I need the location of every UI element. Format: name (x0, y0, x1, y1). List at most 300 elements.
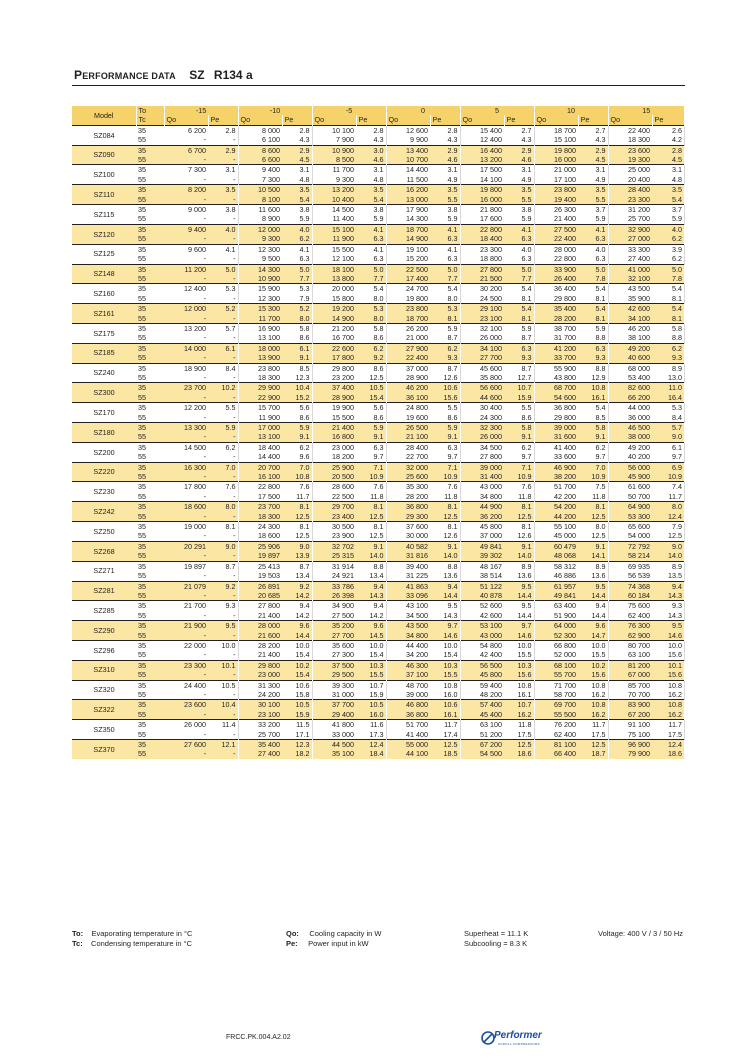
qo-cell: 22 900 (238, 393, 282, 403)
qo-cell: 38 514 (480, 571, 503, 581)
pe-cell: 14.6 (652, 631, 684, 641)
model-cell: SZ271 (72, 561, 136, 581)
qo-cell: 26 200 (386, 323, 430, 333)
qo-cell: 15 100 (312, 224, 356, 234)
pe-cell: 9.1 (578, 432, 608, 442)
qo-cell: 27 800 (480, 452, 503, 462)
pe-cell: 14.4 (578, 591, 608, 601)
pe-cell: 3.1 (652, 165, 684, 175)
qo-cell: 67 200 (460, 740, 504, 750)
title-refrigerant: R134 a (213, 68, 253, 82)
pe-cell: 8.1 (652, 294, 684, 304)
pe-cell: 13.4 (282, 571, 312, 581)
pe-cell: 18.6 (504, 749, 534, 758)
qo-cell: 19 100 (386, 244, 430, 254)
qo-cell: 13 200 (312, 185, 356, 195)
qo-cell: 19 503 (258, 571, 281, 581)
qo-cell: 31 400 (460, 472, 504, 482)
qo-cell: 25 700 (258, 729, 281, 739)
qo-cell: 20 500 (312, 472, 356, 482)
qo-cell: 25 700 (628, 214, 651, 224)
qo-cell: 29 800 (554, 412, 577, 422)
tc-cell: 35 (136, 522, 164, 532)
table-row (72, 165, 685, 175)
pe-cell: 4.5 (652, 155, 684, 165)
qo-cell: 60 184 (608, 591, 652, 601)
qo-cell: 41 800 (312, 720, 356, 730)
pe-cell: 4.9 (578, 175, 608, 185)
qo-cell: 24 400 (164, 680, 208, 690)
qo-cell: 11 400 (332, 214, 355, 224)
qo-cell: 26 300 (534, 205, 578, 215)
qo-cell: 33 600 (554, 452, 577, 462)
qo-cell: 20 000 (312, 284, 356, 294)
pe-cell: 8.1 (652, 314, 684, 324)
pe-cell: 9.3 (652, 601, 684, 611)
pe-cell: 9.5 (430, 601, 460, 611)
qo-cell: 21 500 (460, 274, 504, 284)
qo-cell: 22 400 (386, 353, 430, 363)
qo-cell: 52 600 (460, 601, 504, 611)
pe-cell: 10.0 (504, 640, 534, 650)
pe-cell: 5.9 (282, 423, 312, 433)
tc-cell: 55 (138, 531, 146, 541)
qo-header: Qo (608, 115, 652, 125)
qo-cell: 19 200 (312, 304, 356, 314)
table-row (72, 294, 685, 304)
pe-cell: 7.7 (282, 274, 312, 284)
pe-cell: 3.5 (208, 185, 238, 195)
qo-cell: 32 100 (608, 274, 652, 284)
qo-header: Qo (460, 115, 504, 125)
tc-cell: 35 (136, 304, 164, 314)
qo-cell: 40 600 (608, 353, 652, 363)
qo-cell: 21 800 (460, 205, 504, 215)
pe-cell: 3.5 (430, 185, 460, 195)
performance-table (72, 106, 685, 759)
pe-cell: 8.6 (504, 413, 534, 423)
table-row (72, 512, 685, 522)
pe-cell: 10.0 (430, 640, 460, 650)
qo-cell: 16 000 (534, 155, 578, 165)
qo-cell: 12 300 (258, 293, 281, 303)
qo-cell: - (203, 174, 206, 184)
tc-cell: 35 (136, 601, 164, 611)
model-cell: SZ268 (72, 541, 136, 561)
pe-cell: 5.9 (430, 323, 460, 333)
qo-cell: 62 400 (628, 610, 651, 620)
model-cell: SZ115 (72, 205, 136, 225)
pe-cell: 12.5 (430, 740, 460, 750)
pe-cell: 10.4 (282, 383, 312, 393)
pe-cell: 6.3 (356, 234, 386, 244)
qo-cell: - (164, 631, 208, 641)
pe-cell: 4.0 (652, 224, 684, 234)
pe-cell: 9.1 (578, 541, 608, 551)
pe-cell: 15.4 (282, 670, 312, 680)
table-row (72, 413, 685, 423)
pe-cell: - (208, 314, 238, 324)
pe-cell: 14.5 (356, 631, 386, 641)
pe-cell: 3.1 (578, 165, 608, 175)
pe-cell: 2.7 (504, 125, 534, 135)
qo-cell: 15 500 (332, 412, 355, 422)
qo-cell: 21 600 (238, 631, 282, 641)
qo-cell: 27 900 (386, 343, 430, 353)
pe-cell: 15.5 (356, 670, 386, 680)
pe-cell: 9.6 (282, 621, 312, 631)
model-cell: SZ250 (72, 522, 136, 542)
pe-cell: 5.3 (282, 284, 312, 294)
pe-cell: 6.2 (652, 234, 684, 244)
page-title: PERFORMANCE DATA SZ R134 a (74, 68, 253, 82)
qo-cell: 26 000 (164, 720, 208, 730)
qo-cell: 28 200 (238, 640, 282, 650)
pe-cell: 5.0 (430, 264, 460, 274)
qo-cell: 43 000 (460, 631, 504, 641)
qo-cell: 68 100 (534, 660, 578, 670)
qo-cell: 23 400 (312, 512, 356, 522)
pe-cell: - (208, 353, 238, 363)
pe-cell: 9.1 (282, 432, 312, 442)
pe-cell: 14.4 (504, 591, 534, 601)
tc-cell: 35 (136, 185, 164, 195)
model-cell: SZ296 (72, 640, 136, 660)
pe-cell: 7.4 (652, 482, 684, 492)
pe-cell: 9.0 (282, 541, 312, 551)
pe-cell: 5.4 (282, 195, 312, 205)
pe-cell: 3.8 (504, 205, 534, 215)
qo-cell: 38 200 (534, 472, 578, 482)
qo-cell: 21 900 (164, 621, 208, 631)
qo-cell: 25 600 (386, 472, 430, 482)
qo-cell: 26 500 (386, 423, 430, 433)
pe-cell: 4.0 (208, 224, 238, 234)
table-row (72, 363, 685, 373)
qo-cell: 35 400 (534, 304, 578, 314)
model-cell: SZ281 (72, 581, 136, 601)
pe-cell: 16.2 (504, 710, 534, 720)
qo-cell: 21 400 (258, 610, 281, 620)
pe-cell: 8.7 (430, 363, 460, 373)
pe-cell: 12.5 (282, 512, 312, 522)
pe-cell: 11.8 (430, 492, 460, 502)
pe-cell: 9.1 (356, 541, 386, 551)
pe-cell: 5.4 (356, 195, 386, 205)
qo-cell: 6 600 (238, 155, 282, 165)
qo-cell: 8 100 (238, 195, 282, 205)
pe-cell: 18.4 (356, 749, 386, 758)
qo-cell: 15 700 (238, 403, 282, 413)
table-row (72, 432, 685, 442)
pe-cell: 10.2 (578, 660, 608, 670)
qo-cell: 24 300 (480, 412, 503, 422)
qo-cell: 28 600 (312, 482, 356, 492)
pe-header: Pe (282, 115, 312, 125)
pe-cell: 9.1 (356, 432, 386, 442)
pe-cell: - (208, 591, 238, 601)
qo-cell: 15 900 (238, 284, 282, 294)
table-row (72, 274, 685, 284)
logo-wordmark: Performer (494, 1030, 542, 1041)
legend-superheat: Superheat = 11.1 K (464, 929, 529, 938)
pe-cell: 8.1 (578, 502, 608, 512)
pe-cell: 2.8 (652, 145, 684, 155)
qo-cell: 33 700 (534, 353, 578, 363)
pe-cell: 8.7 (208, 561, 238, 571)
tc-cell: 35 (136, 205, 164, 215)
pe-cell: 15.9 (504, 393, 534, 403)
temp-header: -10 (238, 106, 312, 115)
pe-cell: 9.7 (430, 452, 460, 462)
qo-cell: - (203, 293, 206, 303)
table-row (72, 175, 685, 185)
pe-cell: 2.9 (430, 145, 460, 155)
pe-cell: 13.5 (652, 571, 684, 581)
qo-cell: 54 000 (628, 531, 651, 541)
qo-cell: 31 914 (312, 561, 356, 571)
qo-cell: - (203, 491, 206, 501)
pe-cell: 4.6 (430, 155, 460, 165)
pe-cell: 16.1 (578, 393, 608, 403)
pe-cell: 9.3 (578, 353, 608, 363)
pe-cell: 15.5 (430, 670, 460, 680)
qo-cell: 8 000 (238, 125, 282, 135)
pe-cell: 10.9 (356, 472, 386, 482)
table-row (72, 353, 685, 363)
pe-cell: 5.5 (504, 403, 534, 413)
pe-cell: 4.0 (578, 244, 608, 254)
pe-cell: 11.6 (356, 720, 386, 730)
table-row (72, 720, 685, 730)
qo-cell: 30 000 (406, 531, 429, 541)
qo-cell: 16 400 (460, 145, 504, 155)
tc-cell: 35 (136, 165, 164, 175)
qo-cell: 9 300 (238, 234, 282, 244)
qo-cell: 53 100 (460, 621, 504, 631)
pe-cell: - (208, 472, 238, 482)
pe-cell: 5.8 (282, 323, 312, 333)
pe-cell: 8.0 (356, 294, 386, 304)
pe-cell: - (208, 631, 238, 641)
pe-cell: 10.9 (504, 472, 534, 482)
pe-cell: - (208, 333, 238, 343)
tc-cell: 35 (136, 561, 164, 571)
qo-cell: 56 600 (460, 383, 504, 393)
pe-cell: 6.3 (356, 442, 386, 452)
qo-cell: 28 000 (238, 621, 282, 631)
pe-header: Pe (430, 115, 460, 125)
qo-cell: 39 400 (386, 561, 430, 571)
pe-cell: - (208, 175, 238, 185)
tc-cell: 55 (136, 195, 164, 205)
table-row (72, 155, 685, 165)
qo-cell: - (203, 610, 206, 620)
temp-header: -15 (164, 106, 238, 115)
qo-cell: 8 500 (312, 155, 356, 165)
tc-cell: 35 (136, 264, 164, 274)
qo-cell: - (203, 650, 206, 660)
qo-cell: 10 100 (312, 125, 356, 135)
qo-cell: 18 400 (460, 234, 504, 244)
pe-cell: 12.5 (578, 512, 608, 522)
pe-cell: - (208, 531, 238, 541)
pe-cell: 18.7 (578, 749, 608, 758)
qo-cell: 68 000 (608, 363, 652, 373)
pe-cell: 16.1 (430, 710, 460, 720)
pe-cell: 5.4 (356, 284, 386, 294)
qo-cell: 28 400 (386, 442, 430, 452)
tc-cell: 55 (136, 155, 164, 165)
pe-cell: 14.4 (578, 611, 608, 621)
pe-cell: 8.9 (504, 561, 534, 571)
qo-cell: 41 400 (406, 729, 429, 739)
qo-cell: 35 800 (480, 372, 503, 382)
qo-cell: 19 300 (608, 155, 652, 165)
qo-cell: 23 100 (460, 314, 504, 324)
pe-cell: 10.1 (652, 660, 684, 670)
pe-cell: 8.6 (282, 413, 312, 423)
pe-cell: 7.7 (504, 274, 534, 284)
pe-cell: 13.0 (652, 373, 684, 383)
qo-cell: 19 800 (460, 185, 504, 195)
pe-cell: 5.7 (652, 423, 684, 433)
qo-cell: 21 079 (164, 581, 208, 591)
pe-cell: 9.4 (356, 601, 386, 611)
qo-cell: 76 300 (608, 621, 652, 631)
qo-cell: 22 000 (164, 640, 208, 650)
qo-cell: 19 400 (534, 195, 578, 205)
qo-cell: 34 900 (312, 601, 356, 611)
qo-cell: 31 816 (386, 551, 430, 561)
qo-cell: 23 600 (164, 700, 208, 710)
model-cell: SZ322 (72, 700, 136, 720)
qo-cell: - (203, 254, 206, 264)
pe-cell: 4.2 (652, 135, 684, 145)
qo-cell: 34 500 (406, 610, 429, 620)
pe-cell: 3.8 (282, 205, 312, 215)
qo-cell: - (164, 710, 208, 720)
qo-cell: 8 200 (164, 185, 208, 195)
qo-cell: 41 000 (608, 264, 652, 274)
pe-cell: 16.4 (652, 393, 684, 403)
qo-cell: 18 100 (312, 264, 356, 274)
pe-cell: 12.1 (208, 740, 238, 750)
qo-cell: 41 400 (534, 442, 578, 452)
qo-cell: 64 000 (534, 621, 578, 631)
pe-cell: 9.4 (282, 601, 312, 611)
pe-cell: 4.1 (504, 224, 534, 234)
pe-cell: 11.4 (208, 720, 238, 730)
legend-to: To: Evaporating temperature in °C (72, 929, 193, 938)
pe-cell: 9.0 (652, 541, 684, 551)
qo-cell: 39 000 (460, 462, 504, 472)
pe-cell: 10.8 (282, 472, 312, 482)
pe-cell: 5.6 (282, 403, 312, 413)
qo-cell: 23 800 (534, 185, 578, 195)
qo-cell: 21 400 (554, 214, 577, 224)
pe-cell: 15.4 (430, 650, 460, 660)
qo-cell: 35 600 (312, 640, 356, 650)
qo-cell: 61 600 (608, 482, 652, 492)
pe-cell: 6.9 (652, 462, 684, 472)
qo-cell: 16 300 (164, 462, 208, 472)
pe-cell: 12.5 (430, 512, 460, 522)
qo-cell: 46 800 (386, 700, 430, 710)
qo-cell: 32 100 (460, 323, 504, 333)
title-model: SZ (189, 68, 205, 82)
qo-cell: 24 800 (386, 403, 430, 413)
qo-cell: 30 400 (460, 403, 504, 413)
pe-cell: 8.1 (430, 522, 460, 532)
pe-cell: 2.9 (208, 145, 238, 155)
tc-cell: 55 (136, 710, 164, 720)
pe-cell: 8.4 (652, 413, 684, 423)
pe-cell: 12.5 (504, 512, 534, 522)
qo-cell: 24 921 (332, 571, 355, 581)
pe-cell: 5.5 (504, 195, 534, 205)
qo-cell: 12 400 (164, 284, 208, 294)
pe-cell: 15.4 (356, 393, 386, 403)
pe-cell: 6.3 (578, 343, 608, 353)
qo-cell: - (164, 195, 208, 205)
qo-cell: 23 000 (238, 670, 282, 680)
qo-cell: 26 000 (460, 432, 504, 442)
qo-cell: 76 200 (534, 720, 578, 730)
qo-cell: 62 400 (554, 729, 577, 739)
qo-cell: 34 800 (386, 631, 430, 641)
pe-cell: 12.5 (578, 531, 608, 541)
qo-header: Qo (238, 115, 282, 125)
qo-cell: 12 100 (332, 254, 355, 264)
qo-cell: 18 300 (628, 135, 651, 145)
qo-cell: 58 312 (534, 561, 578, 571)
qo-cell: 23 300 (460, 244, 504, 254)
qo-cell: 36 800 (534, 403, 578, 413)
pe-cell: 14.0 (430, 551, 460, 561)
pe-cell: 6.1 (282, 343, 312, 353)
qo-cell: 40 878 (460, 591, 504, 601)
pe-cell: 10.2 (208, 383, 238, 393)
pe-cell: 5.3 (208, 284, 238, 294)
qo-cell: 36 100 (386, 393, 430, 403)
pe-cell: 9.2 (282, 581, 312, 591)
qo-cell: 13 900 (238, 353, 282, 363)
qo-cell: 54 500 (460, 749, 504, 758)
pe-cell: 5.0 (652, 264, 684, 274)
table-row (72, 264, 685, 274)
tc-cell: 55 (136, 512, 164, 522)
qo-cell: 55 700 (534, 670, 578, 680)
qo-cell: 35 300 (386, 482, 430, 492)
pe-cell: 4.9 (430, 175, 460, 185)
pe-cell: - (208, 294, 238, 304)
qo-cell: - (164, 274, 208, 284)
qo-cell: 26 398 (312, 591, 356, 601)
qo-cell: - (203, 333, 206, 343)
pe-cell: 14.6 (430, 631, 460, 641)
qo-cell: 21 200 (312, 323, 356, 333)
qo-cell: 29 700 (312, 502, 356, 512)
title-rule (72, 85, 685, 86)
pe-cell: 14.3 (652, 591, 684, 601)
qo-cell: 23 700 (238, 502, 282, 512)
pe-cell: 12.5 (282, 531, 312, 541)
tc-cell: 35 (136, 502, 164, 512)
qo-cell: 11 700 (238, 314, 282, 324)
pe-cell: 5.0 (208, 264, 238, 274)
model-cell: SZ148 (72, 264, 136, 284)
